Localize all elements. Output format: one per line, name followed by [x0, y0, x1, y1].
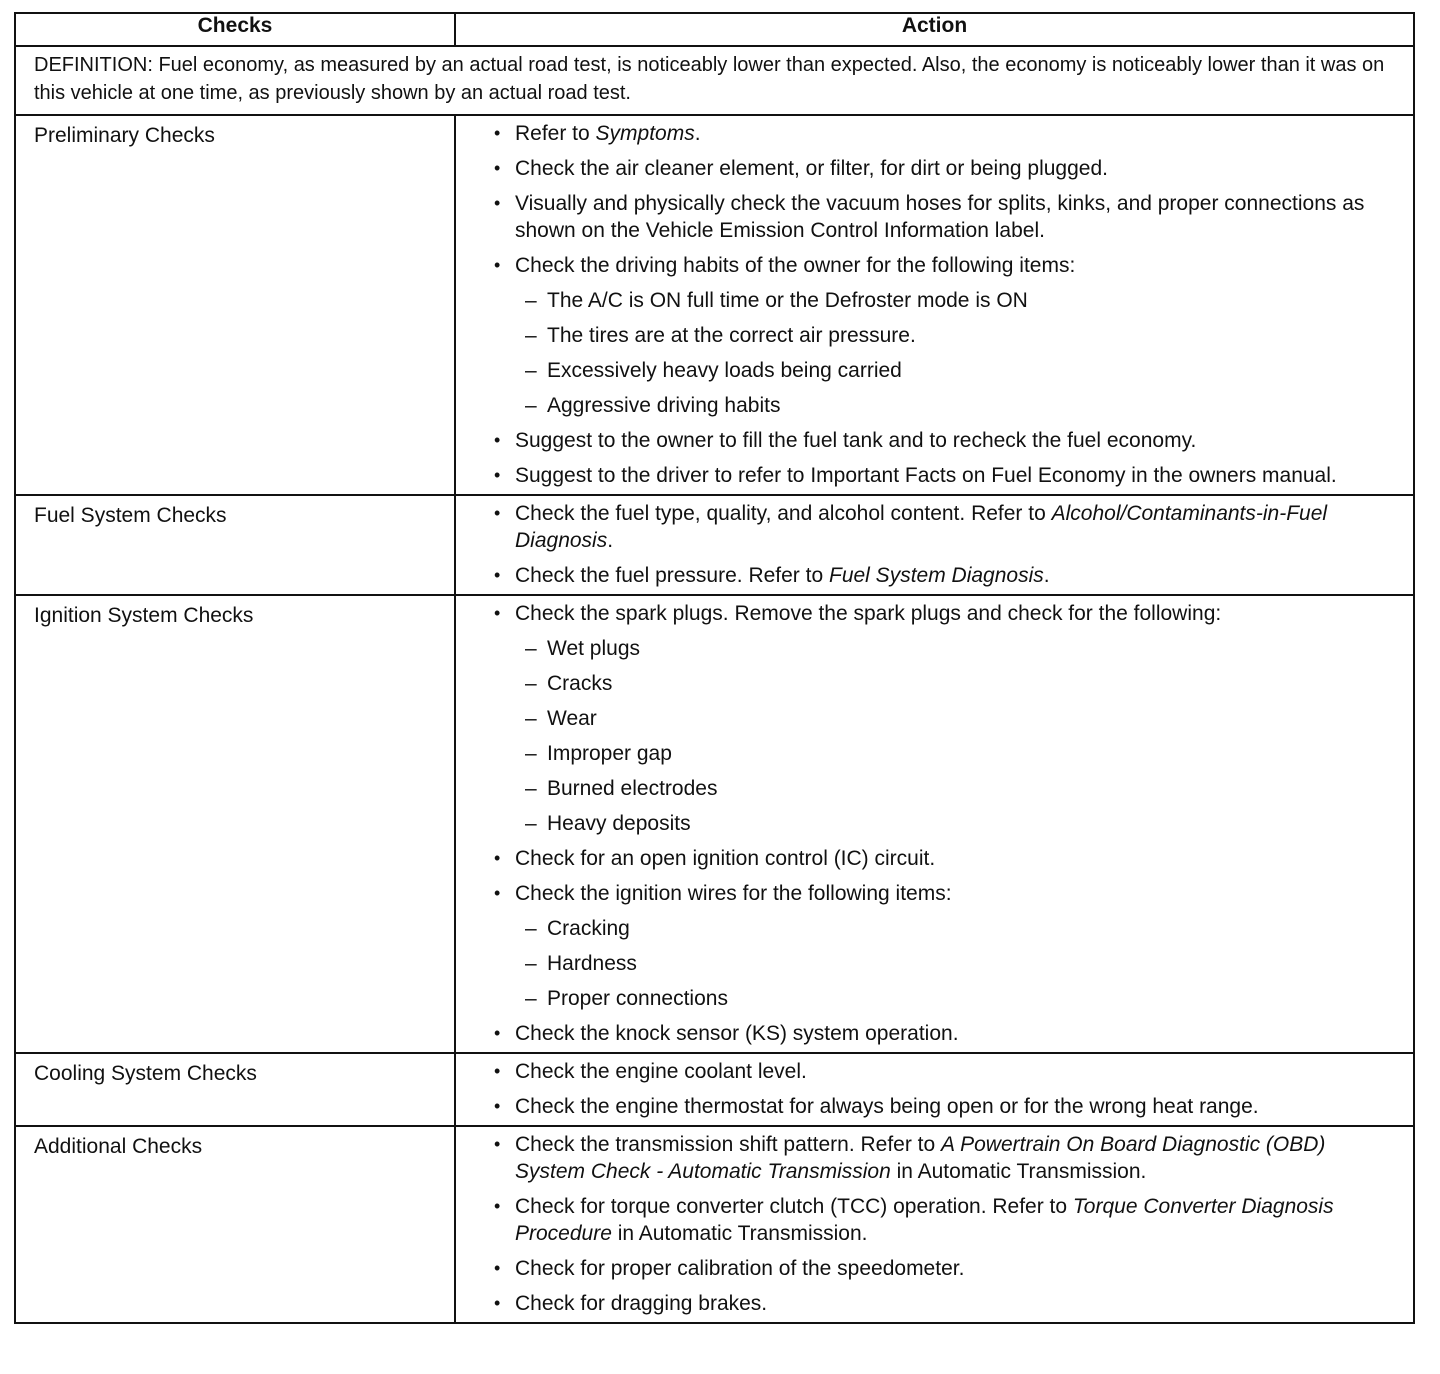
reference-link: Alcohol/Contaminants-in-Fuel Diagnosis	[515, 502, 1328, 552]
action-text: Visually and physically check the vacuum hoses for splits, kinks, and proper connections as shown on the Vehicle Emission Control Information label.	[515, 192, 1365, 242]
action-list	[492, 1131, 1401, 1317]
reference-link: Symptoms	[595, 122, 695, 145]
diagnosis-table	[14, 12, 1415, 1324]
sub-item: – The A/C is ON full time or the Defroster mode is ON	[515, 287, 1401, 314]
action-item	[492, 1193, 1401, 1247]
action-text: Check the spark plugs. Remove the spark plugs and check for the following:	[515, 602, 1222, 625]
sub-item: – Hardness	[515, 950, 1401, 977]
action-item	[492, 562, 1401, 589]
action-item	[492, 427, 1401, 454]
sub-item: – Wet plugs	[515, 635, 1401, 662]
sub-list	[515, 287, 1401, 419]
reference-link: Torque Converter Diagnosis Procedure	[515, 1195, 1334, 1245]
action-text-end: in Automatic Transmission.	[611, 1222, 868, 1245]
action-text-end: .	[607, 529, 614, 552]
definition-text: DEFINITION: Fuel economy, as measured by an actual road test, is noticeably lower than expected. Also, the economy is noticeably lower than it was on this vehicle at one time, as previously shown by an actual road test.	[15, 46, 1414, 115]
sub-item: – Improper gap	[515, 740, 1401, 767]
check-name: Fuel System Checks	[15, 495, 455, 595]
sub-item: – Cracking	[515, 915, 1401, 942]
action-text-end: in Automatic Transmission.	[890, 1160, 1147, 1183]
check-row	[15, 115, 1414, 495]
action-item	[492, 155, 1401, 182]
check-row	[15, 495, 1414, 595]
action-item	[492, 1093, 1401, 1120]
check-row	[15, 1053, 1414, 1126]
sub-item: – Proper connections	[515, 985, 1401, 1012]
action-item	[492, 880, 1401, 1012]
action-cell	[455, 595, 1414, 1053]
action-item	[492, 1290, 1401, 1317]
sub-item: – Aggressive driving habits	[515, 392, 1401, 419]
action-text-end: .	[694, 122, 701, 145]
action-item	[492, 190, 1401, 244]
sub-item: – Burned electrodes	[515, 775, 1401, 802]
check-row	[15, 1126, 1414, 1323]
action-text: Suggest to the owner to fill the fuel tank and to recheck the fuel economy.	[515, 429, 1197, 452]
action-text: Check for proper calibration of the speedometer.	[515, 1257, 965, 1280]
sub-item: – Cracks	[515, 670, 1401, 697]
check-name: Cooling System Checks	[15, 1053, 455, 1126]
action-item	[492, 1020, 1401, 1047]
action-list	[492, 600, 1401, 1047]
header-row	[15, 13, 1414, 46]
action-cell	[455, 1126, 1414, 1323]
reference-link: A Powertrain On Board Diagnostic (OBD) System Check - Automatic Transmission	[515, 1133, 1326, 1183]
action-text: Refer to	[515, 122, 596, 145]
action-item	[492, 1058, 1401, 1085]
header-action: Action	[455, 13, 1414, 46]
action-cell	[455, 495, 1414, 595]
check-name: Ignition System Checks	[15, 595, 455, 1053]
action-text: Check the knock sensor (KS) system operation.	[515, 1022, 959, 1045]
reference-link: Fuel System Diagnosis	[829, 564, 1044, 587]
sub-list	[515, 635, 1401, 837]
action-text: Check the fuel type, quality, and alcohol content. Refer to	[515, 502, 1052, 525]
check-name: Preliminary Checks	[15, 115, 455, 495]
action-item	[492, 600, 1401, 837]
action-list	[492, 1058, 1401, 1120]
action-text: Check for torque converter clutch (TCC) operation. Refer to	[515, 1195, 1073, 1218]
action-item	[492, 252, 1401, 419]
action-text: Check the engine coolant level.	[515, 1060, 807, 1083]
action-cell	[455, 1053, 1414, 1126]
header-checks: Checks	[15, 13, 455, 46]
action-item	[492, 462, 1401, 489]
action-text: Check for an open ignition control (IC) circuit.	[515, 847, 936, 870]
action-item	[492, 845, 1401, 872]
sub-list	[515, 915, 1401, 1012]
check-row	[15, 595, 1414, 1053]
action-item	[492, 1255, 1401, 1282]
action-text: Check the engine thermostat for always being open or for the wrong heat range.	[515, 1095, 1259, 1118]
action-item	[492, 120, 1401, 147]
action-cell	[455, 115, 1414, 495]
sub-item: – Excessively heavy loads being carried	[515, 357, 1401, 384]
sub-item: – Wear	[515, 705, 1401, 732]
action-text: Check the transmission shift pattern. Refer to	[515, 1133, 942, 1156]
action-text: Check the fuel pressure. Refer to	[515, 564, 829, 587]
definition-row	[15, 46, 1414, 115]
action-text: Check the air cleaner element, or filter, for dirt or being plugged.	[515, 157, 1108, 180]
action-text: Suggest to the driver to refer to Important Facts on Fuel Economy in the owners manual.	[515, 464, 1337, 487]
action-text: Check the driving habits of the owner for the following items:	[515, 254, 1076, 277]
sub-item: – The tires are at the correct air pressure.	[515, 322, 1401, 349]
action-text: Check for dragging brakes.	[515, 1292, 768, 1315]
action-text: Check the ignition wires for the following items:	[515, 882, 952, 905]
sub-item: – Heavy deposits	[515, 810, 1401, 837]
action-list	[492, 500, 1401, 589]
action-item	[492, 1131, 1401, 1185]
action-item	[492, 500, 1401, 554]
check-name: Additional Checks	[15, 1126, 455, 1323]
action-text-end: .	[1043, 564, 1050, 587]
action-list	[492, 120, 1401, 489]
